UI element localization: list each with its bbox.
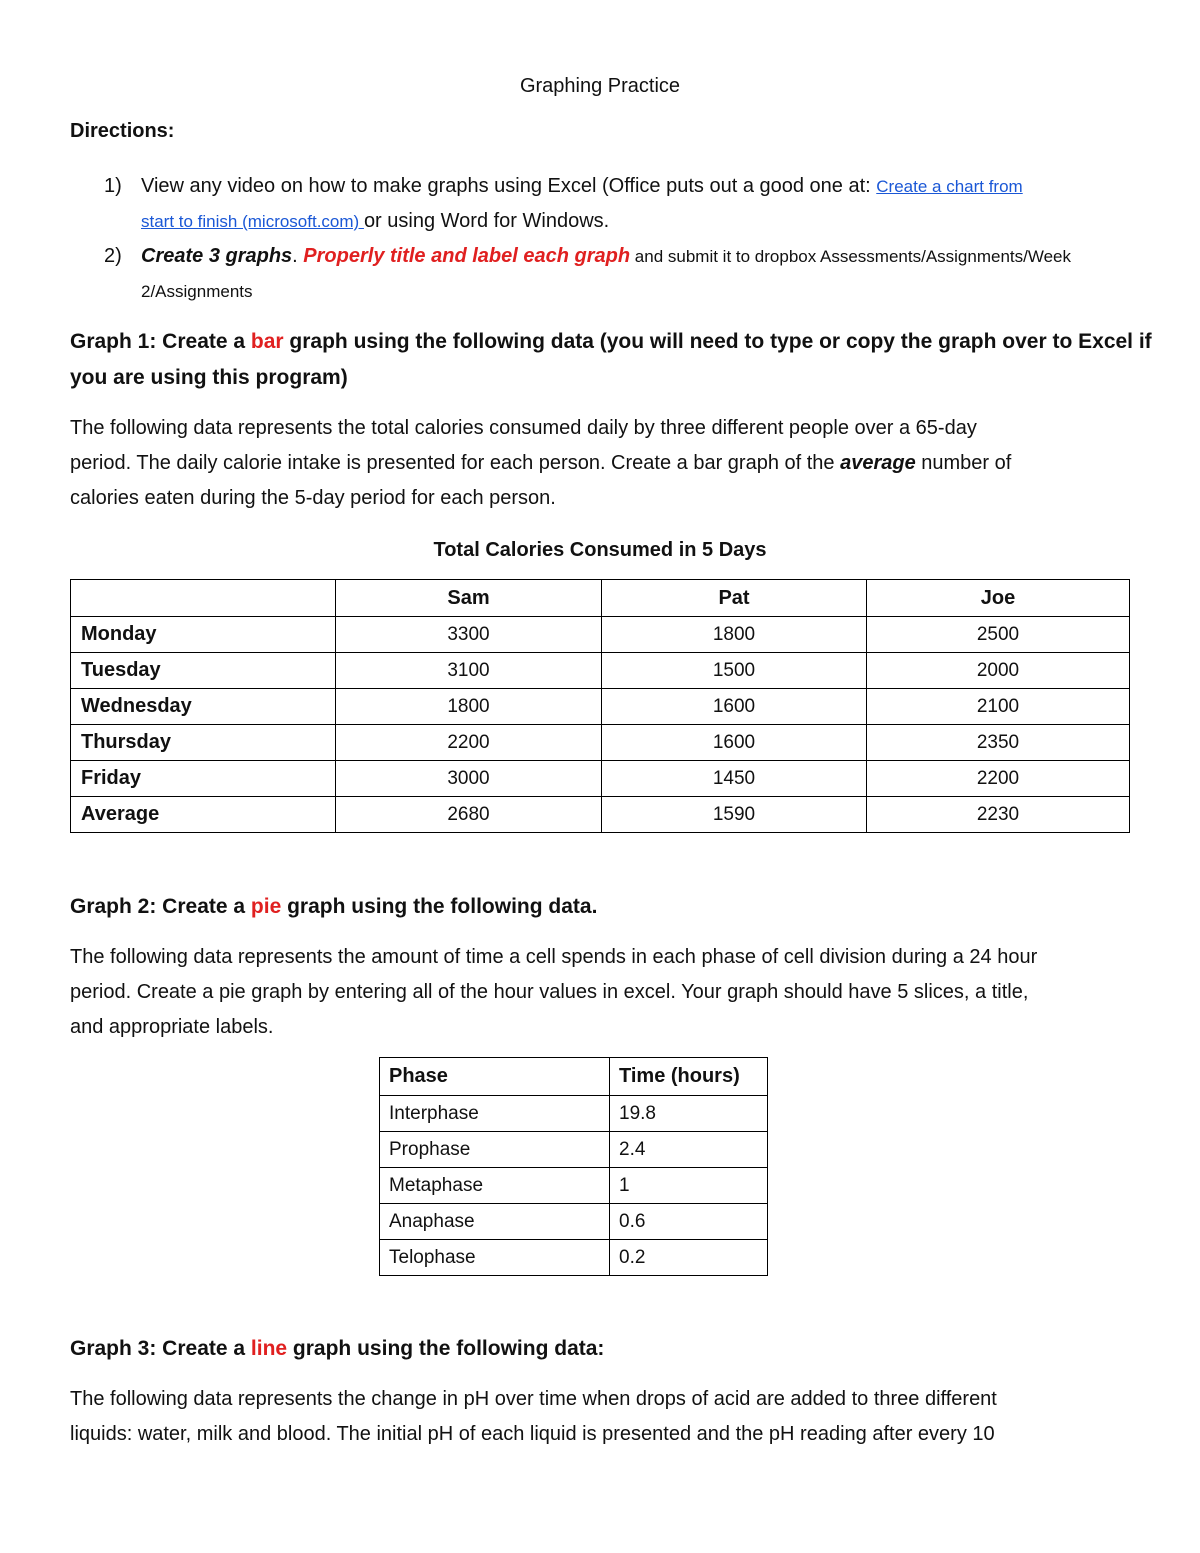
- table-cell: Prophase: [380, 1132, 610, 1168]
- table-row: [71, 725, 1130, 761]
- table-cell: 3100: [336, 653, 602, 689]
- item-number: 1): [104, 175, 122, 197]
- table-cell: 2200: [867, 761, 1130, 797]
- graph1-desc-line1: The following data represents the total calories consumed daily by three different people over a 65-day: [70, 417, 977, 439]
- submit-instructions: and submit it to dropbox Assessments/Assignments/Week: [630, 247, 1072, 266]
- graph3-type-line: line: [250, 1337, 288, 1360]
- table-cell: 1590: [602, 797, 867, 833]
- submit-instructions-continued: 2/Assignments: [141, 282, 253, 301]
- table-cell: 2350: [867, 725, 1130, 761]
- table-cell: 3300: [336, 617, 602, 653]
- graph2-desc-line1: The following data represents the amount of time a cell spends in each phase of cell division during a 24 hour: [70, 946, 1038, 968]
- graph1-description: [70, 411, 1140, 516]
- microsoft-chart-link[interactable]: Create a chart from: [876, 177, 1023, 196]
- row-label: Monday: [71, 617, 336, 653]
- table-cell: 2100: [867, 689, 1130, 725]
- table-row: [71, 617, 1130, 653]
- table-cell: 2000: [867, 653, 1130, 689]
- table-cell: Anaphase: [380, 1204, 610, 1240]
- row-label: Friday: [71, 761, 336, 797]
- table-cell: Interphase: [380, 1096, 610, 1132]
- table-row: [71, 689, 1130, 725]
- table-corner-cell: [71, 580, 336, 617]
- graph3-desc-line2: liquids: water, milk and blood. The initial pH of each liquid is presented and the pH reading after every 10: [70, 1423, 995, 1445]
- table-cell: 1450: [602, 761, 867, 797]
- table-cell: 2200: [336, 725, 602, 761]
- graph2-heading: [70, 889, 1140, 925]
- graph1-heading: [70, 324, 1152, 396]
- table-row: [380, 1240, 768, 1276]
- graph2-heading-post: graph using the following data.: [281, 895, 598, 918]
- cell-phase-table: [379, 1057, 768, 1276]
- row-label: Tuesday: [71, 653, 336, 689]
- create-graphs-emphasis: Create 3 graphs: [141, 245, 293, 267]
- graph3-desc-line1: The following data represents the change in pH over time when drops of acid are added to three different: [70, 1388, 997, 1410]
- row-label: Thursday: [71, 725, 336, 761]
- table-cell: 0.2: [610, 1240, 768, 1276]
- column-header-joe: Joe: [867, 580, 1130, 617]
- item-period: .: [292, 245, 304, 267]
- column-header-pat: Pat: [602, 580, 867, 617]
- table-cell: 2230: [867, 797, 1130, 833]
- item-text: View any video on how to make graphs using Excel (Office puts out a good one at:: [141, 175, 877, 197]
- table-cell: 1800: [336, 689, 602, 725]
- table-row: [71, 761, 1130, 797]
- graph1-heading-line2: you are using this program): [70, 366, 348, 389]
- calories-table-title: Total Calories Consumed in 5 Days: [433, 539, 767, 561]
- table-row: [71, 653, 1130, 689]
- row-label: Average: [71, 797, 336, 833]
- table-row: [380, 1168, 768, 1204]
- graph2-type-pie: pie: [250, 895, 282, 918]
- table-cell: 1500: [602, 653, 867, 689]
- column-header-time: Time (hours): [610, 1058, 768, 1096]
- table-cell: 1600: [602, 725, 867, 761]
- average-emphasis: average: [840, 452, 916, 474]
- item-text-tail: or using Word for Windows.: [363, 210, 610, 232]
- graph3-heading-pre: Graph 3: Create a: [70, 1337, 251, 1360]
- graph2-desc-line2: period. Create a pie graph by entering all of the hour values in excel. Your graph should have 5 slices, a title,: [70, 981, 1029, 1003]
- graph1-heading-post: graph using the following data (you will need to type or copy the graph over to Excel if: [283, 330, 1152, 353]
- column-header-sam: Sam: [336, 580, 602, 617]
- column-header-phase: Phase: [380, 1058, 610, 1096]
- graph1-type-bar: bar: [250, 330, 284, 353]
- table-row: [71, 797, 1130, 833]
- graph1-desc-line3: calories eaten during the 5-day period for each person.: [70, 487, 556, 509]
- table-cell: 1: [610, 1168, 768, 1204]
- directions-label: Directions:: [70, 120, 175, 142]
- table-cell: 3000: [336, 761, 602, 797]
- table-cell: 2680: [336, 797, 602, 833]
- table-cell: 1600: [602, 689, 867, 725]
- graph2-heading-pre: Graph 2: Create a: [70, 895, 251, 918]
- document-title: Graphing Practice: [519, 75, 681, 97]
- graph3-heading-post: graph using the following data:: [287, 1337, 605, 1360]
- title-label-emphasis: Properly title and label each graph: [303, 245, 631, 267]
- table-cell: Telophase: [380, 1240, 610, 1276]
- table-header-row: [380, 1058, 768, 1096]
- graph1-heading-pre: Graph 1: Create a: [70, 330, 251, 353]
- table-cell: 19.8: [610, 1096, 768, 1132]
- table-cell: 0.6: [610, 1204, 768, 1240]
- graph3-heading: [70, 1331, 1140, 1367]
- graph3-description: [70, 1382, 1140, 1452]
- table-cell: 1800: [602, 617, 867, 653]
- table-row: [380, 1096, 768, 1132]
- table-row: [380, 1132, 768, 1168]
- table-cell: 2500: [867, 617, 1130, 653]
- microsoft-chart-link-continued[interactable]: start to finish (microsoft.com): [141, 212, 364, 231]
- table-row: [380, 1204, 768, 1240]
- graph2-desc-line3: and appropriate labels.: [70, 1016, 274, 1038]
- row-label: Wednesday: [71, 689, 336, 725]
- graph1-desc-line2-pre: period. The daily calorie intake is presented for each person. Create a bar graph of the: [70, 452, 841, 474]
- table-cell: Metaphase: [380, 1168, 610, 1204]
- item-number: 2): [104, 245, 122, 267]
- graph2-description: [70, 940, 1140, 1045]
- graph1-desc-line2-post: number of: [915, 452, 1012, 474]
- table-cell: 2.4: [610, 1132, 768, 1168]
- table-header-row: [71, 580, 1130, 617]
- calories-table: [70, 579, 1130, 833]
